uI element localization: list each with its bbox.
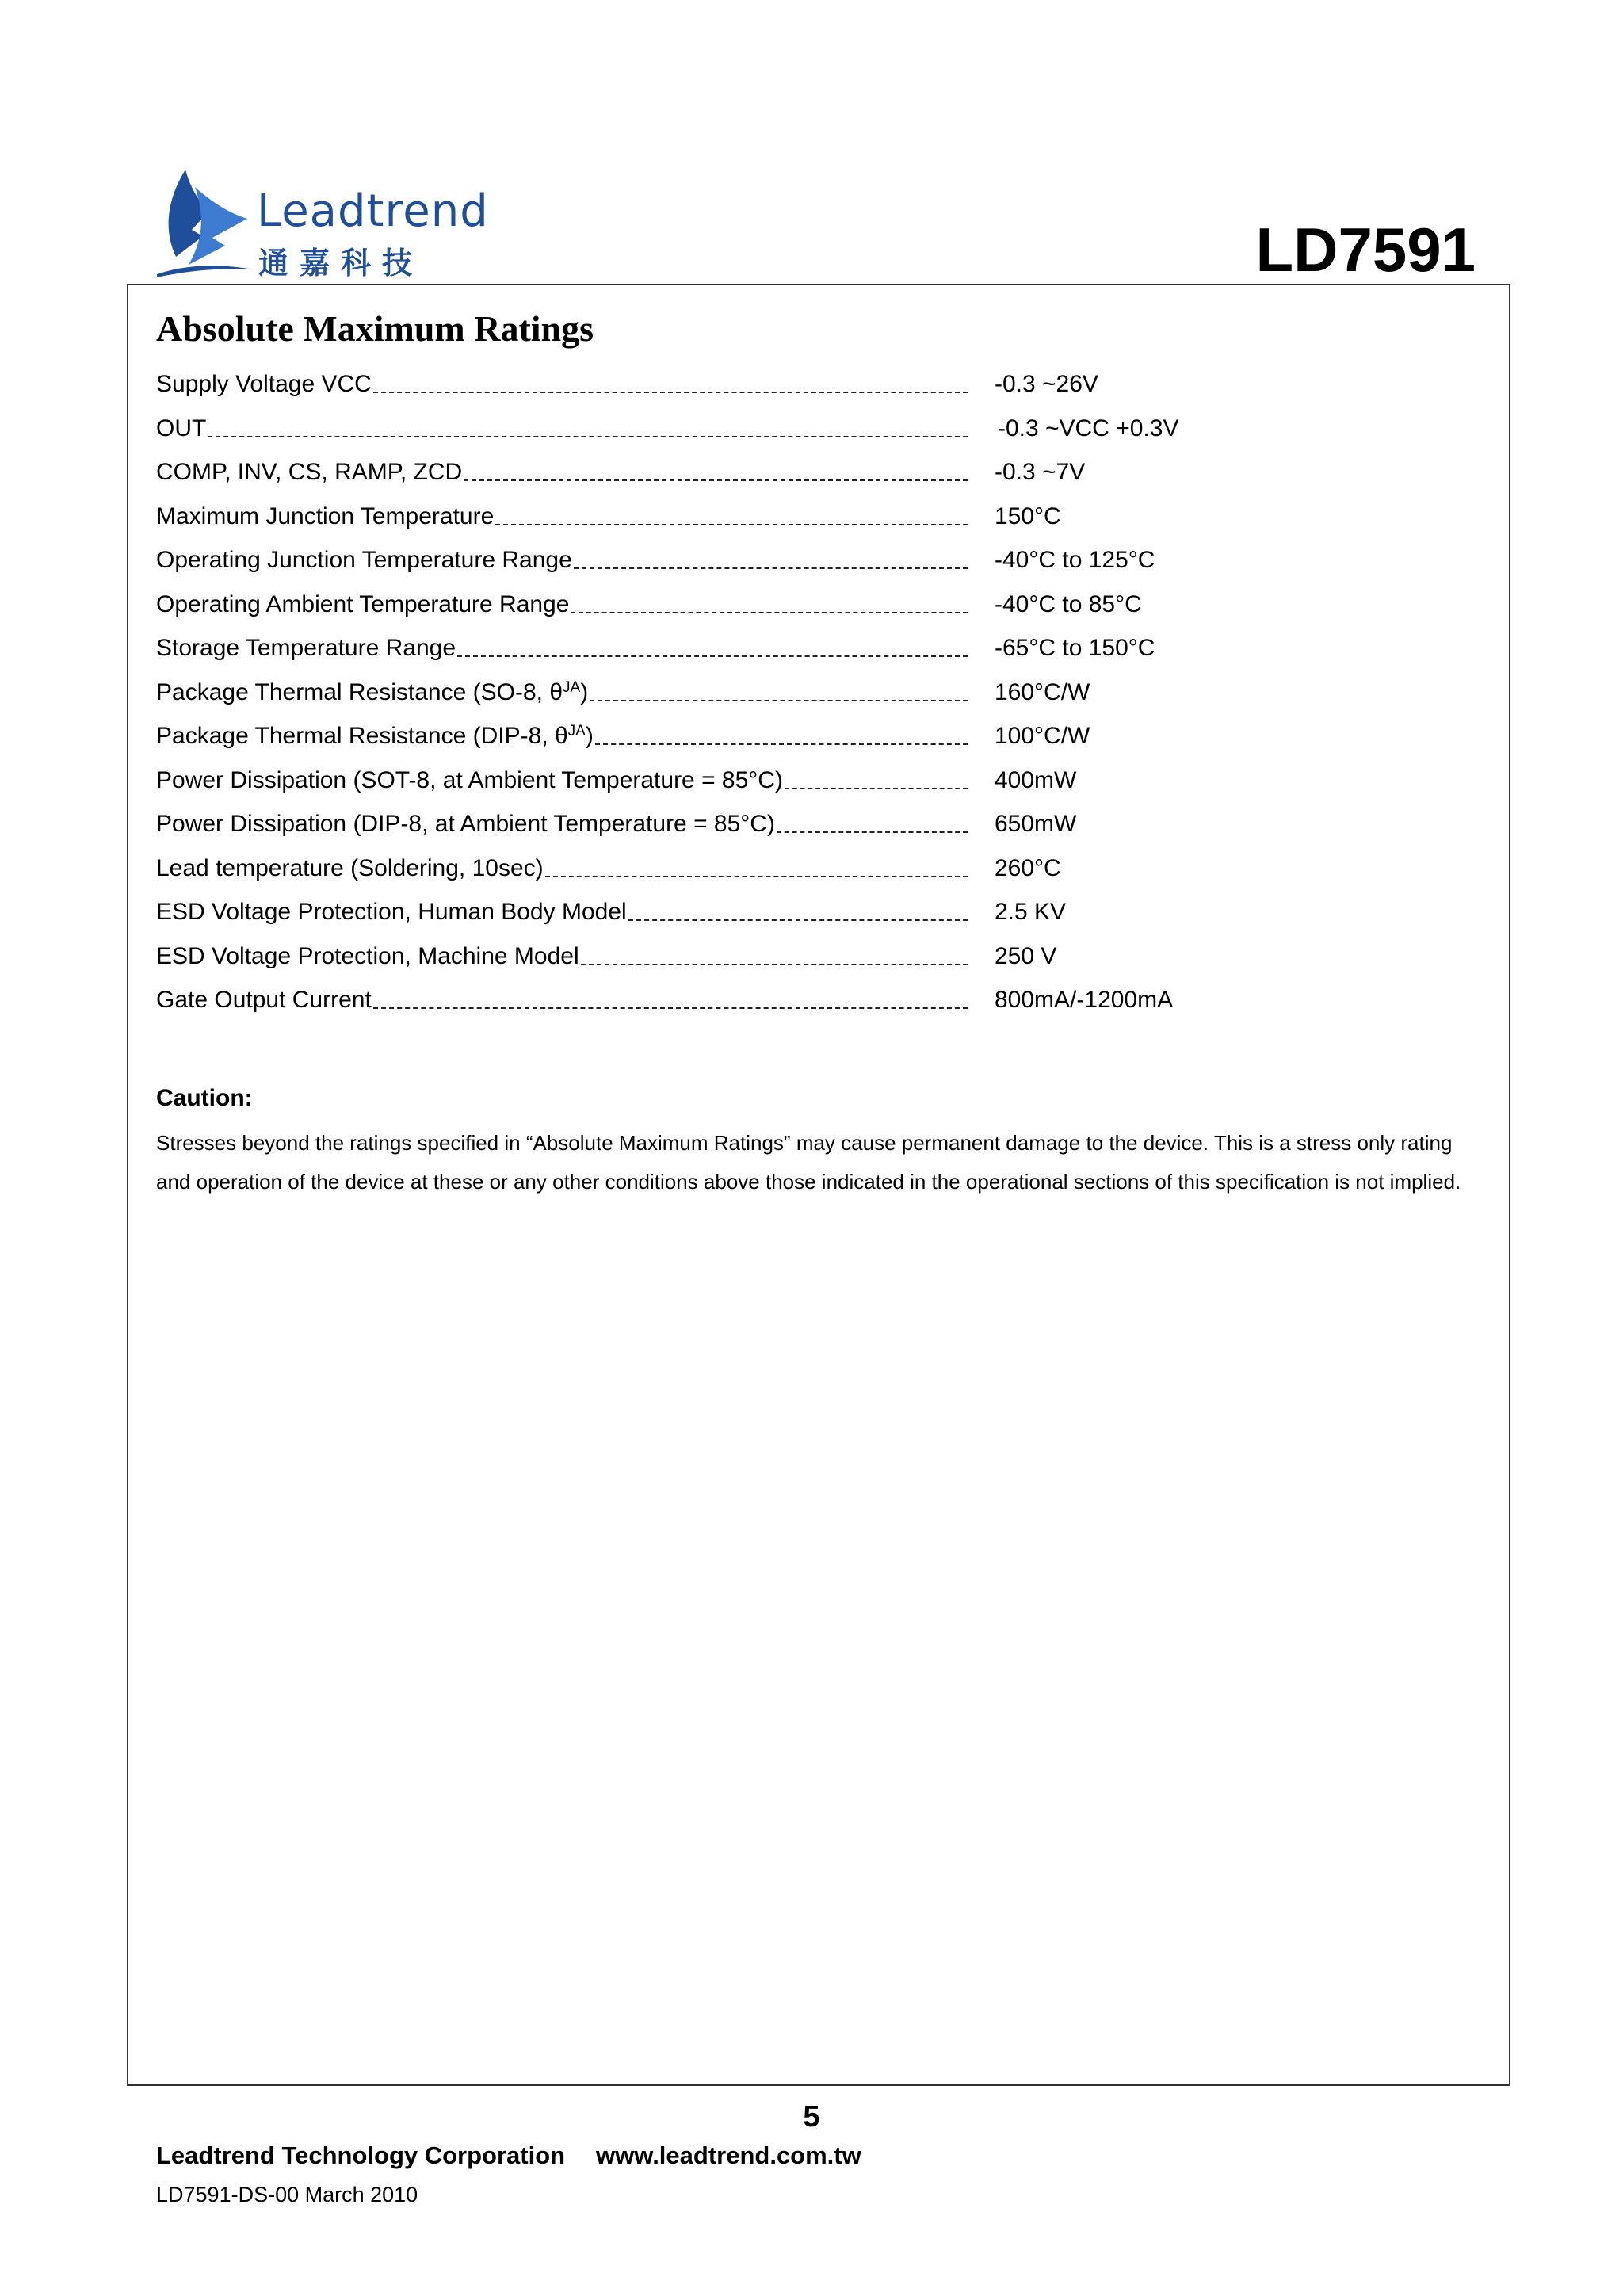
- rating-label: Maximum Junction Temperature: [156, 502, 495, 529]
- rating-row: [156, 586, 1424, 631]
- rating-name: [156, 503, 968, 530]
- ratings-list: [156, 366, 1424, 1026]
- rating-subscript: JA: [567, 723, 586, 739]
- rating-row: [156, 630, 1424, 674]
- sail-logo-icon: [154, 163, 257, 282]
- rating-row: [156, 938, 1424, 983]
- rating-subscript: JA: [563, 678, 581, 696]
- rating-value: 160°C/W: [995, 678, 1090, 705]
- rating-name: [156, 679, 968, 706]
- rating-value: -40°C to 125°C: [995, 547, 1155, 573]
- rating-name: [156, 591, 968, 618]
- page-number: 5: [803, 2100, 820, 2134]
- dotted-leader: [373, 987, 968, 1009]
- rating-value: 100°C/W: [995, 723, 1090, 749]
- rating-suffix: ): [580, 678, 589, 705]
- dotted-leader: [574, 547, 968, 569]
- dotted-leader: [785, 767, 968, 789]
- caution-text: Stresses beyond the ratings specified in “Absolute Maximum Ratings” may cause permanent damage to the device. This is a stress only rating and operation of the device at these or any other conditions above those indicated in the operational sections of this specification is not implied.: [156, 1131, 1461, 1194]
- rating-label: Lead temperature (Soldering, 10sec): [156, 854, 544, 881]
- rating-value: -0.3 ~VCC +0.3V: [998, 415, 1179, 441]
- footer-doc-id: LD7591-DS-00 March 2010: [156, 2183, 418, 2206]
- rating-suffix: ): [585, 723, 594, 749]
- rating-row: [156, 674, 1424, 719]
- rating-name: [156, 987, 968, 1014]
- rating-value: -65°C to 150°C: [995, 635, 1155, 661]
- dotted-leader: [373, 371, 968, 393]
- rating-value: -0.3 ~26V: [995, 371, 1098, 397]
- company-logo: [154, 163, 510, 282]
- rating-name: [156, 811, 968, 838]
- section-title: Absolute Maximum Ratings: [156, 308, 594, 349]
- rating-label: Power Dissipation (DIP-8, at Ambient Temperature = 85°C): [156, 811, 775, 837]
- dotted-leader: [595, 723, 968, 745]
- rating-name: [156, 547, 968, 574]
- rating-value: -0.3 ~7V: [995, 459, 1086, 485]
- rating-label: OUT: [156, 415, 207, 441]
- rating-row: [156, 411, 1424, 455]
- part-number: LD7591: [1255, 215, 1476, 285]
- dotted-leader: [628, 899, 968, 921]
- dotted-leader: [571, 591, 968, 613]
- rating-row: [156, 718, 1424, 762]
- rating-label: Package Thermal Resistance (SO-8, θ: [156, 678, 563, 705]
- rating-label: Package Thermal Resistance (DIP-8, θ: [156, 723, 568, 749]
- footer-company: Leadtrend Technology Corporation: [156, 2141, 566, 2169]
- rating-label: Gate Output Current: [156, 987, 372, 1013]
- rating-row: [156, 982, 1424, 1026]
- rating-name: [156, 371, 968, 398]
- dotted-leader: [590, 679, 968, 701]
- rating-value: 800mA/-1200mA: [995, 987, 1174, 1013]
- rating-row: [156, 366, 1424, 411]
- rating-row: [156, 499, 1424, 543]
- rating-row: [156, 762, 1424, 807]
- caution-title: Caution:: [156, 1085, 253, 1111]
- rating-name: [156, 635, 968, 662]
- rating-label: Storage Temperature Range: [156, 635, 456, 661]
- rating-value: 250 V: [995, 942, 1057, 969]
- rating-label: Supply Voltage VCC: [156, 371, 372, 397]
- rating-row: [156, 542, 1424, 586]
- rating-name: [156, 415, 968, 442]
- dotted-leader: [777, 811, 968, 833]
- rating-value: 150°C: [995, 502, 1061, 529]
- rating-name: [156, 459, 968, 486]
- rating-row: [156, 894, 1424, 938]
- dotted-leader: [464, 459, 968, 481]
- rating-label: COMP, INV, CS, RAMP, ZCD: [156, 459, 463, 485]
- dotted-leader: [545, 855, 968, 877]
- dotted-leader: [495, 503, 968, 525]
- logo-chinese-name: 通嘉科技: [258, 246, 424, 281]
- rating-name: [156, 899, 968, 926]
- logo-wordmark: Leadtrend: [257, 185, 489, 237]
- rating-name: [156, 855, 968, 882]
- dotted-leader: [581, 943, 968, 965]
- dotted-leader: [208, 415, 968, 437]
- rating-value: -40°C to 85°C: [995, 590, 1142, 617]
- rating-name: [156, 723, 968, 750]
- rating-row: [156, 850, 1424, 895]
- rating-name: [156, 767, 968, 794]
- dotted-leader: [457, 635, 968, 657]
- rating-value: 650mW: [995, 811, 1077, 837]
- rating-row: [156, 454, 1424, 499]
- rating-value: 400mW: [995, 766, 1077, 793]
- rating-value: 2.5 KV: [995, 899, 1067, 925]
- rating-name: [156, 943, 968, 970]
- rating-label: Operating Ambient Temperature Range: [156, 590, 570, 617]
- footer-url[interactable]: www.leadtrend.com.tw: [596, 2141, 861, 2169]
- rating-label: Operating Junction Temperature Range: [156, 547, 572, 573]
- rating-label: ESD Voltage Protection, Human Body Model: [156, 899, 627, 925]
- rating-label: Power Dissipation (SOT-8, at Ambient Temperature = 85°C): [156, 766, 783, 793]
- rating-label: ESD Voltage Protection, Machine Model: [156, 942, 579, 969]
- rating-value: 260°C: [995, 854, 1061, 881]
- rating-row: [156, 806, 1424, 850]
